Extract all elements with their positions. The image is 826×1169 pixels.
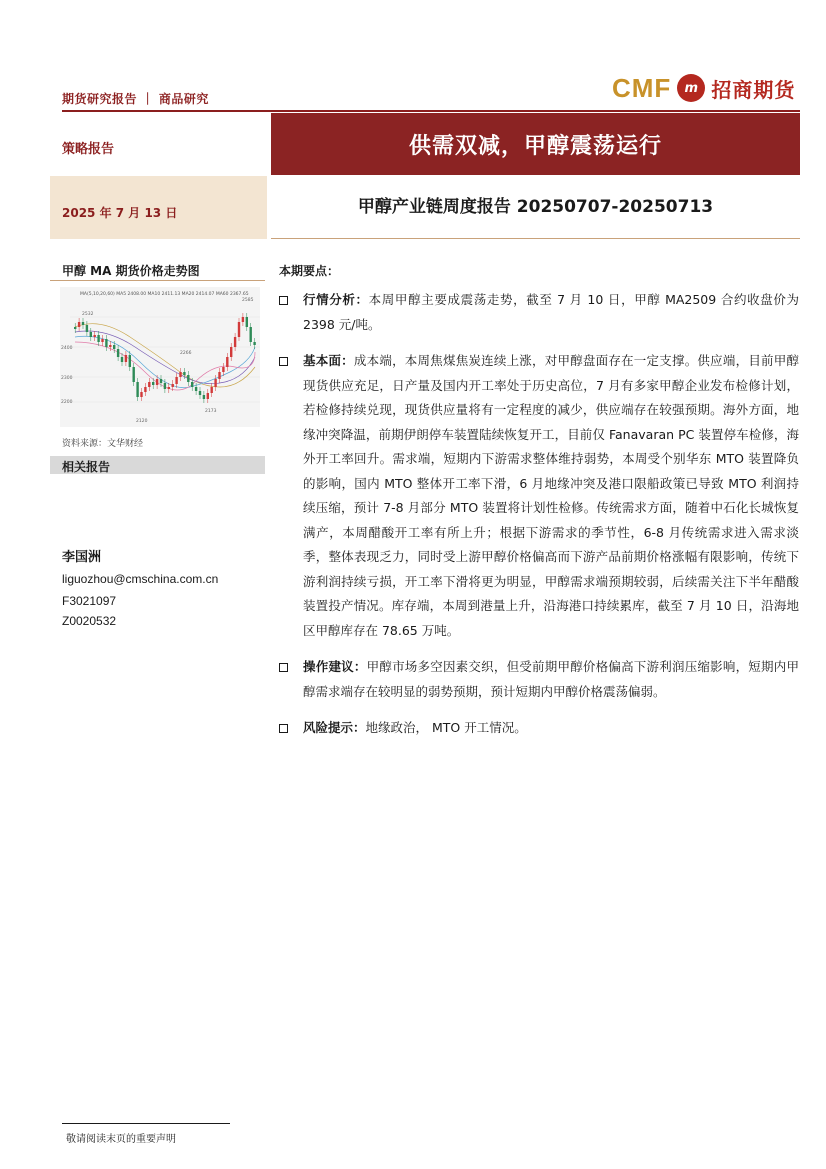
- candle-body: [238, 322, 240, 337]
- subtitle-divider: [271, 238, 800, 239]
- low-label-2120: 2120: [136, 419, 148, 424]
- candle-body: [187, 375, 189, 382]
- candle-body: [199, 391, 201, 395]
- candle-body: [160, 379, 162, 383]
- price-chart: [60, 287, 260, 427]
- candle-body: [109, 345, 111, 347]
- candle-body: [175, 377, 177, 384]
- candle-body: [152, 382, 154, 385]
- candle-body: [226, 357, 228, 367]
- candle-body: [230, 347, 232, 357]
- company-logo: [612, 72, 795, 104]
- candle-body: [242, 317, 244, 322]
- key-point-text: 甲醇市场多空因素交织，但受前期甲醇价格偏高下游利润压缩影响，短期内甲醇需求端存在较明显的弱势预期，预计短期内甲醇价格震荡偏弱。: [303, 659, 799, 699]
- axis-label-2200: 2200: [61, 400, 73, 405]
- key-points-list: [279, 288, 799, 753]
- candle-body: [234, 337, 236, 347]
- footer-divider: [62, 1123, 230, 1124]
- author-email[interactable]: liguozhou@cmschina.com.cn: [62, 572, 219, 586]
- candle-body: [129, 355, 131, 367]
- candle-body: [140, 392, 142, 397]
- candle-body: [203, 395, 205, 399]
- key-point-text: 地缘政治， MTO 开工情况。: [365, 720, 527, 735]
- key-point-fundamentals: [279, 349, 799, 643]
- header-divider: [62, 110, 800, 112]
- candle-body: [183, 372, 185, 375]
- key-point-risk: [279, 716, 799, 741]
- logo-mark-icon: m: [677, 74, 705, 102]
- candle-body: [117, 349, 119, 357]
- candle-body: [101, 339, 103, 342]
- checkbox-bullet-icon: [279, 357, 288, 366]
- logo-cmf-text: CMF: [612, 72, 672, 103]
- candle-body: [148, 382, 150, 387]
- author-cert-z: Z0020532: [62, 614, 117, 628]
- peak-label-2532: 2532: [82, 312, 94, 317]
- author-cert-f: F3021097: [62, 594, 117, 608]
- key-point-text: 本周甲醇主要成震荡走势，截至 7 月 10 日，甲醇 MA2509 合约收盘价为 2398 元/吨。: [303, 292, 799, 332]
- axis-label-2300: 2300: [61, 376, 73, 381]
- report-title: 供需双减，甲醇震荡运行: [408, 133, 662, 159]
- candle-body: [250, 327, 252, 342]
- candle-body: [82, 322, 84, 325]
- footer-note: 敬请阅读末页的重要声明: [66, 1134, 176, 1145]
- candle-body: [207, 393, 209, 399]
- candle-body: [195, 387, 197, 391]
- candle-body: [168, 387, 170, 389]
- key-point-text: 成本端，本周焦煤焦炭连续上涨，对甲醇盘面存在一定支撑。供应端，目前甲醇现货供应充足，日产量及国内开工率处于历史高位，7 月有多家甲醇企业发布检修计划，若检修持续兑现，现货供应量将有一定程度的减少，供应端存在较强预期。海外方面，地缘冲突降温，前期伊朗停车装置陆续恢复开工，目前仅 Fanavaran PC 装置停车检修，海外开工率回升。需求端，短期内下游需求整体维持弱势，本周受个别华东 MTO 装置降负的影响，国内 MTO 整体开工率下滑，6 月地缘冲突及港口限船政策已导致 MTO 利润持续压缩，预计 7-8 月部分 MTO 装置将计划性检修。传统需求方面，随着中石化长城恢复满产，本周醋酸开工率有所上升；根据下游需求的季节性，6-8 月传统需求进入需求淡季，整体表现乏力，同时受上游甲醇价格偏高而下游产品前期价格涨幅有限影响，传统下游利润持续亏损，开工率下滑将更为明显，甲醇需求端预期较弱，后续需关注下半年醋酸装置投产情况。库存端，本周到港量上升，沿海港口持续累库，截至 7 月 10 日，沿海地区甲醇库存在 78.65 万吨。: [303, 353, 799, 638]
- candle-body: [86, 325, 88, 332]
- candle-body: [90, 332, 92, 337]
- checkbox-bullet-icon: [279, 663, 288, 672]
- candle-body: [97, 335, 99, 342]
- label-2266: 2266: [180, 351, 192, 356]
- section-title: 本期要点：: [279, 264, 340, 278]
- key-point-market: [279, 288, 799, 337]
- author-name: 李国洲: [62, 550, 102, 565]
- candle-body: [125, 355, 127, 362]
- checkbox-bullet-icon: [279, 296, 288, 305]
- report-category: 策略报告: [62, 142, 115, 157]
- key-point-label: 基本面：: [303, 353, 354, 368]
- chart-legend: MA(5,10,20,60) MA5 2408.00 MA10 2411.13 MA20 2414.07 MA60 2367.65: [80, 292, 249, 297]
- chart-title: 甲醇 MA 期货价格走势图: [62, 264, 200, 278]
- report-type-label: 期货研究报告 ｜ 商品研究: [62, 92, 209, 106]
- candle-body: [211, 387, 213, 393]
- sidebar-divider: [50, 280, 265, 281]
- candle-body: [172, 384, 174, 387]
- candle-body: [246, 317, 248, 327]
- candle-body: [94, 335, 96, 337]
- report-date: 2025 年 7 月 13 日: [62, 206, 178, 220]
- key-point-label: 行情分析：: [303, 292, 369, 307]
- candle-body: [144, 387, 146, 392]
- candle-body: [222, 367, 224, 372]
- peak-label-2585: 2585: [242, 298, 254, 303]
- candle-body: [136, 382, 138, 397]
- candle-body: [156, 379, 158, 385]
- related-reports-title: 相关报告: [62, 460, 111, 474]
- chart-source: 资料来源：文华财经: [62, 439, 144, 449]
- candle-body: [121, 357, 123, 362]
- key-point-label: 风险提示：: [303, 720, 366, 735]
- axis-label-2400: 2400: [61, 346, 73, 351]
- candle-body: [133, 367, 135, 382]
- candle-body: [164, 383, 166, 389]
- candle-body: [214, 379, 216, 387]
- key-point-label: 操作建议：: [303, 659, 367, 674]
- candle-body: [105, 339, 107, 347]
- candle-body: [78, 322, 80, 327]
- candle-body: [253, 342, 255, 345]
- candle-body: [113, 345, 115, 349]
- key-point-advice: [279, 655, 799, 704]
- candle-body: [191, 382, 193, 387]
- checkbox-bullet-icon: [279, 724, 288, 733]
- candle-body: [74, 327, 76, 329]
- candle-body: [179, 372, 181, 377]
- logo-chinese-text: 招商期货: [711, 77, 796, 102]
- candle-body: [218, 372, 220, 379]
- low-label-2173: 2173: [205, 409, 217, 414]
- report-subtitle: 甲醇产业链周度报告 20250707-20250713: [357, 197, 714, 217]
